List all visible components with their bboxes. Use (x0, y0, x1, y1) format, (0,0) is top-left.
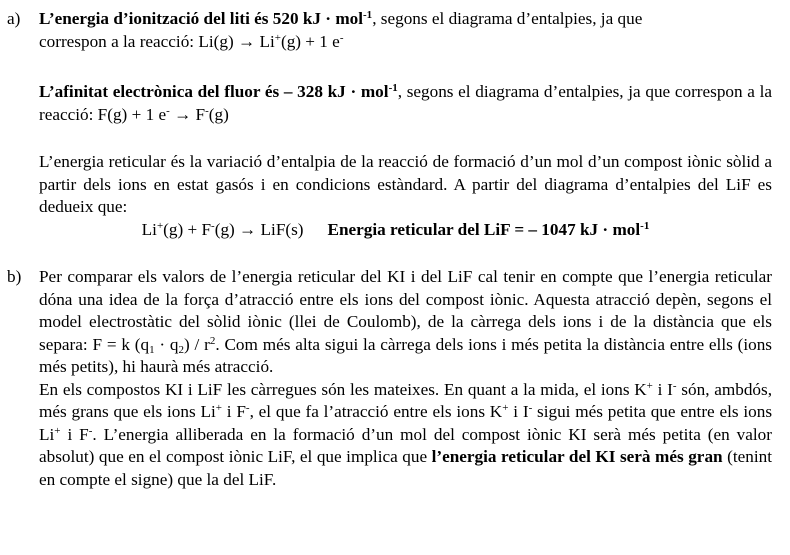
ionization-energy-statement: L’energia d’ionització del liti és 520 kJ · mol (39, 9, 364, 28)
part-a-label: a) (7, 9, 21, 28)
lattice-energy-value: Energia reticular del LiF = – 1047 kJ · mol (327, 219, 641, 239)
ionization-energy-paragraph: L’energia d’ionització del liti és 520 kJ · mol$^{-1}$, segons el diagrama d’entalpies, ja que correspon a la reacció: Li(g) → Li+(g) + 1 e- (39, 9, 643, 51)
ionization-reaction: correspon a la reacció: Li(g) → Li (39, 31, 275, 51)
electron-affinity-statement: L’afinitat electrònica del fluor és – 328 kJ · mol (39, 82, 389, 101)
part-b-label: b) (7, 267, 22, 286)
lattice-energy-definition: L’energia reticular és la variació d’entalpia de la reacció de formació d’un mol d’un compost iònic sòlid a partir dels ions en estat gasós i en condicions estàndard. A partir del diagrama d’entalpies del LiF es dedueix que: (39, 152, 772, 216)
electron-affinity-paragraph: L’afinitat electrònica del fluor és – 328 kJ · mol$^{-1}$, segons el diagrama d’entalpies, ja que correspon a la reacció: F(g) + 1 e- → F-(g) (39, 82, 773, 124)
lattice-energy-paragraph (39, 151, 772, 241)
coulomb-paragraph: Per comparar els valors de l’energia reticular del KI i del LiF cal tenir en compte que l’energia reticular dóna una idea de la força d’atracció entre els ions del compost iònic. Aquesta atracció depèn, segons el model electrostàtic del sòlid iònic (llei de Coulomb), de la càrrega dels ions i de la distància que els separa: F = k $(q_1 \cdot q_2) / r^2$. Com més alta sigui la càrrega dels ions i més petita la distància entre ells (ions més petits), hi haurà més atracció. En els compostos KI i LiF les càrregues són les mateixes. En quant a la mida, el ions K+ i I- són, ambdós, més grans que els ions Li+ i F-, el que fa l’atracció entre els ions K+ i I- sigui més petita que entre els ions Li+ i F-. L’energia alliberada en la formació d’un mol del compost iònic KI serà més petita (en valor absolut) que en el compost iònic LiF, el que implica que l’energia reticular del KI serà més gran (tenint en compte el signe) que la del LiF. (39, 266, 772, 491)
lattice-energy-equation: Li+(g) + F-(g) → LiF(s) Energia reticular del LiF = – 1047 kJ · mol$^{-1}$ (141, 219, 650, 239)
conclusion-bold: l’energia reticular del KI serà més gran (431, 447, 723, 466)
comparison-paragraph: En els compostos KI i LiF les càrregues són les mateixes. En quant a la mida, el ions K+ i I- són, ambdós, més grans que els ions Li+ i F-, el que fa l’atracció entre els ions K+ i I- sigui més petita que entre els ions Li+ i F-. L’energia alliberada en la formació d’un mol del compost iònic KI serà més petita (en valor absolut) que en el compost iònic LiF, el que implica que l’energia reticular del KI serà més gran (tenint en compte el signe) que la del LiF. (39, 379, 773, 489)
